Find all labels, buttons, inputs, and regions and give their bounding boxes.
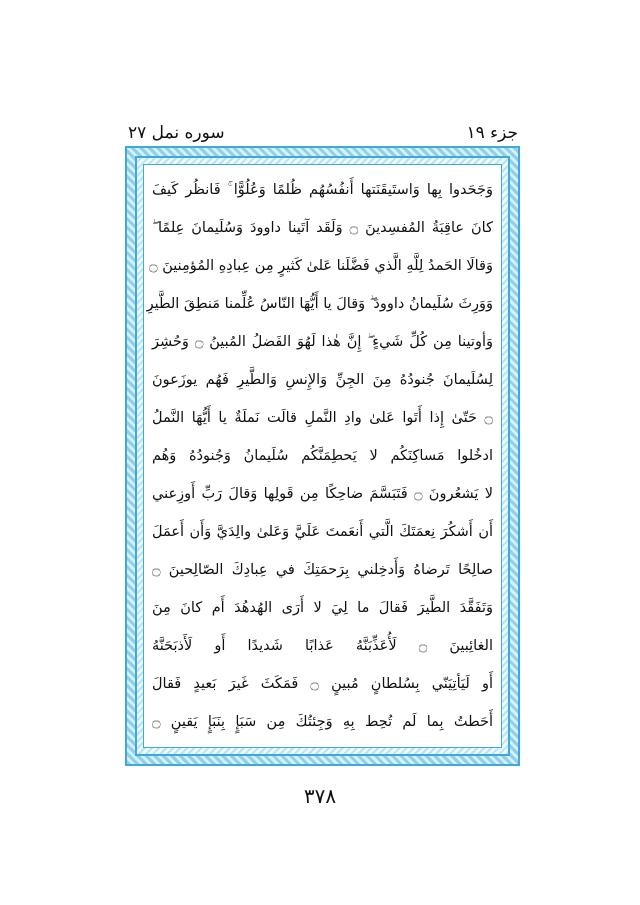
ornamental-border-inner [135, 156, 510, 756]
text-line: الغائِبينَ ۝ لَأُعَذِّبَنَّهُ عَذابًا شَديدًا أَو لَأَذبَحَنَّهُ [152, 638, 494, 654]
text-panel [143, 164, 502, 748]
quran-text [146, 173, 494, 739]
page-number: ۳۷۸ [303, 784, 337, 808]
text-line: لِسُلَيمانَ جُنودُهُ مِنَ الجِنِّ وَالإِنسِ وَالطَّيرِ فَهُم يوزَعونَ [152, 372, 493, 388]
page-header [128, 122, 518, 144]
text-line: وَأوتينا مِن كُلِّ شَيءٍ ۖ إِنَّ هٰذا لَهُوَ الفَضلُ المُبينُ ۝ وَحُشِرَ [152, 334, 493, 350]
text-line: أَحَطتُ بِما لَم تُحِط بِهِ وَجِئتُكَ مِن سَبَإٍ بِنَبَإٍ يَقينٍ ۝ [152, 714, 493, 730]
text-line: وَتَفَقَّدَ الطَّيرَ فَقالَ ما لِيَ لا أَرَى الهُدهُدَ أَم كانَ مِنَ [152, 600, 493, 616]
ornamental-border [125, 146, 520, 766]
surah-label: سوره نمل ۲۷ [128, 123, 225, 143]
text-line: وَقالَا الحَمدُ لِلَّهِ الَّذي فَضَّلَنا عَلىٰ كَثيرٍ مِن عِبادِهِ المُؤمِنينَ ۝ [149, 258, 493, 274]
text-line: ۝ حَتّىٰ إِذا أَتَوا عَلىٰ وادِ النَّملِ قالَت نَملَةٌ يا أَيُّهَا النَّملُ [152, 410, 493, 426]
text-line: أَن أَشكُرَ نِعمَتَكَ الَّتي أَنعَمتَ عَلَيَّ وَعَلىٰ والِدَيَّ وَأَن أَعمَلَ [152, 524, 493, 540]
text-line: وَوَرِثَ سُلَيمانُ داوودَ ۖ وَقالَ يا أَيُّهَا النّاسُ عُلِّمنا مَنطِقَ الطَّيرِ [146, 296, 493, 312]
text-line: كانَ عاقِبَةُ المُفسِدينَ ۝ وَلَقَد آتَينا داوودَ وَسُلَيمانَ عِلمًا ۖ [152, 220, 493, 236]
juz-label: جزء ۱۹ [466, 123, 518, 143]
text-line: أَو لَيَأتِيَنّي بِسُلطانٍ مُبينٍ ۝ فَمَكَثَ غَيرَ بَعيدٍ فَقالَ [152, 676, 493, 692]
text-line: لا يَشعُرونَ ۝ فَتَبَسَّمَ ضاحِكًا مِن قَولِها وَقالَ رَبِّ أَوزِعني [152, 486, 493, 502]
text-line: وَجَحَدوا بِها وَاستَيقَنَتها أَنفُسُهُم ظُلمًا وَعُلُوًّا ۚ فَانظُر كَيفَ [152, 182, 493, 198]
text-line: صالِحًا تَرضاهُ وَأَدخِلني بِرَحمَتِكَ في عِبادِكَ الصّالِحينَ ۝ [152, 562, 493, 578]
text-line: ادخُلوا مَساكِنَكُم لا يَحطِمَنَّكُم سُلَيمانُ وَجُنودُهُ وَهُم [152, 448, 493, 464]
